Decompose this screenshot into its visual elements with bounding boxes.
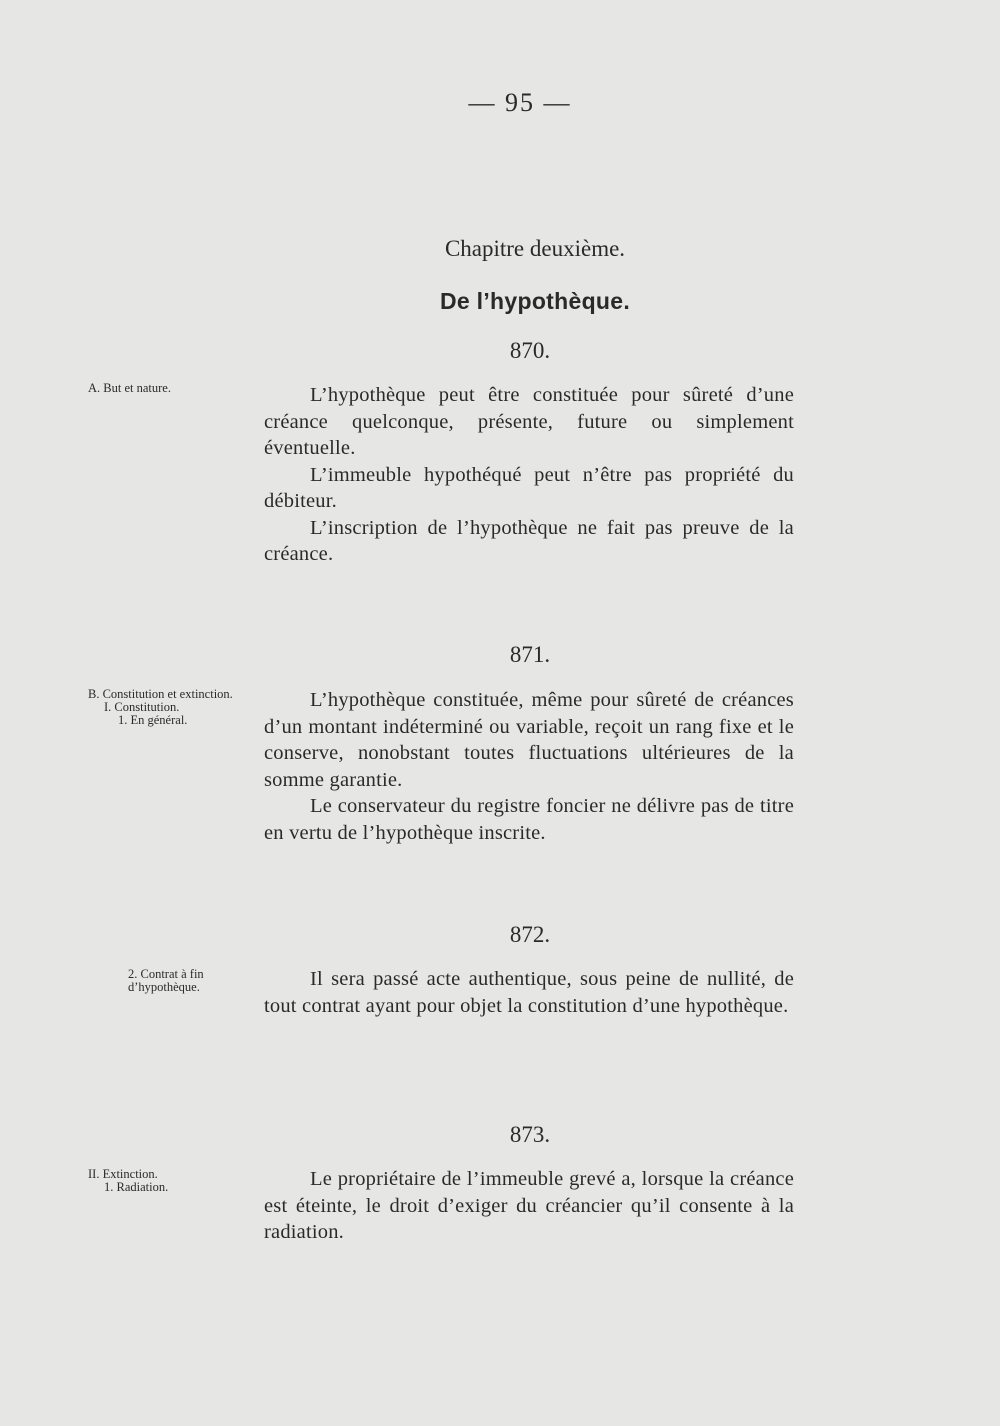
margin-line: I. Constitution. bbox=[104, 700, 180, 714]
margin-note-870 bbox=[88, 382, 258, 395]
margin-line: A. But et nature. bbox=[88, 381, 171, 395]
paragraph: L’hypothèque peut être constituée pour sûreté d’une créance quelconque, présente, future ou simplement éventuelle. bbox=[264, 384, 794, 459]
article-871-text bbox=[264, 687, 794, 846]
chapter-title: Chapitre deuxième. bbox=[444, 236, 626, 261]
paragraph: L’immeuble hypothéqué peut n’être pas propriété du débiteur. bbox=[264, 463, 794, 512]
margin-note-871 bbox=[88, 688, 258, 727]
paragraph: L’inscription de l’hypothèque ne fait pas preuve de la créance. bbox=[264, 516, 794, 565]
article-872-text bbox=[264, 966, 794, 1019]
article-number-872: 872. bbox=[509, 922, 551, 947]
article-number-871: 871. bbox=[509, 642, 551, 667]
paragraph: L’hypothèque constituée, même pour sûreté de créances d’un montant indéterminé ou variable, reçoit un rang fixe et le conserve, nonobstant toutes fluctuations ultérieures de la somme garantie. bbox=[264, 689, 794, 791]
margin-line: 1. Radiation. bbox=[104, 1180, 169, 1194]
margin-note-873 bbox=[88, 1168, 258, 1194]
margin-line: 2. Contrat à fin d’hypothèque. bbox=[128, 967, 204, 994]
section-title: De l’hypothèque. bbox=[439, 288, 631, 314]
page-number: — 95 — bbox=[468, 88, 572, 117]
margin-line: 1. En général. bbox=[118, 713, 188, 727]
article-870-text bbox=[264, 382, 794, 568]
paragraph: Il sera passé acte authentique, sous peine de nullité, de tout contrat ayant pour objet la constitution d’une hypothèque. bbox=[264, 968, 794, 1017]
paragraph: Le propriétaire de l’immeuble grevé a, lorsque la créance est éteinte, le droit d’exiger du créancier qu’il consente à la radiation. bbox=[264, 1168, 794, 1243]
paragraph: Le conservateur du registre foncier ne délivre pas de titre en vertu de l’hypothèque inscrite. bbox=[264, 795, 794, 844]
article-873-text bbox=[264, 1166, 794, 1246]
article-number-873: 873. bbox=[509, 1122, 551, 1147]
margin-line: II. Extinction. bbox=[88, 1167, 158, 1181]
margin-note-872 bbox=[88, 968, 258, 994]
article-number-870: 870. bbox=[509, 338, 551, 363]
margin-line: B. Constitution et extinction. bbox=[88, 687, 233, 701]
